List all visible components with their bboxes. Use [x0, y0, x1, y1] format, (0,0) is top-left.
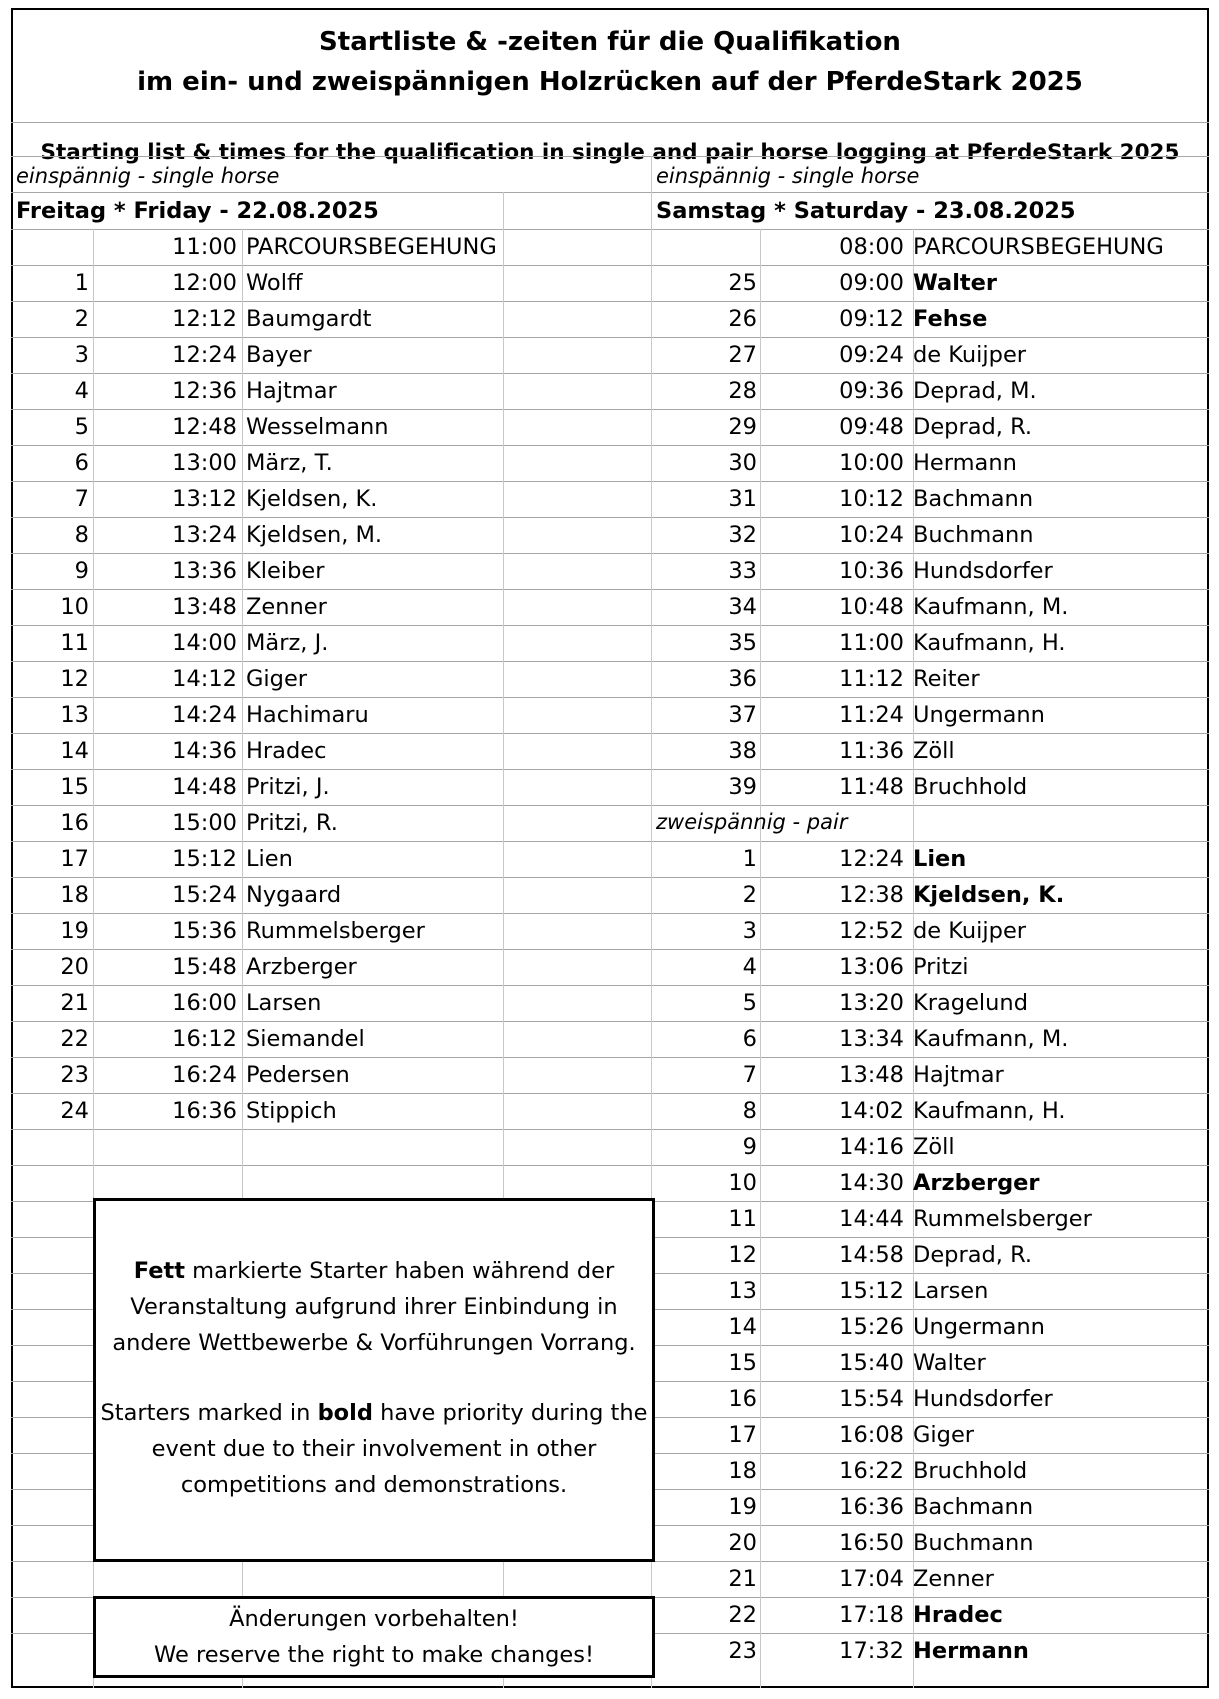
start-time: 12:48	[172, 414, 237, 440]
start-time: 15:48	[172, 954, 237, 980]
start-time: 12:24	[172, 342, 237, 368]
friday-walk-label: PARCOURSBEGEHUNG	[246, 234, 497, 260]
start-row	[0, 1093, 1219, 1129]
start-number: 23	[728, 1638, 757, 1664]
starter-name: Deprad, R.	[913, 1242, 1033, 1268]
start-number: 7	[74, 486, 89, 512]
start-number: 16	[60, 810, 89, 836]
starter-name: Siemandel	[246, 1026, 365, 1052]
starter-name: Ungermann	[913, 1314, 1045, 1340]
start-time: 16:36	[839, 1494, 904, 1520]
starter-name: Buchmann	[913, 1530, 1034, 1556]
start-number: 4	[74, 378, 89, 404]
starter-name: Lien	[246, 846, 293, 872]
start-number: 33	[728, 558, 757, 584]
start-number: 11	[60, 630, 89, 656]
start-time: 15:54	[839, 1386, 904, 1412]
starter-name: Pedersen	[246, 1062, 350, 1088]
start-time: 15:26	[839, 1314, 904, 1340]
start-number: 6	[742, 1026, 757, 1052]
start-row	[0, 769, 1219, 805]
start-time: 09:00	[839, 270, 904, 296]
start-number: 26	[728, 306, 757, 332]
start-number: 21	[60, 990, 89, 1016]
start-time: 11:48	[839, 774, 904, 800]
starter-name: Zenner	[913, 1566, 994, 1592]
starter-name: Pritzi, J.	[246, 774, 330, 800]
starter-name: Bachmann	[913, 1494, 1034, 1520]
note-en-bold-word: bold	[317, 1400, 373, 1426]
starter-name: Hermann	[913, 450, 1017, 476]
start-time: 14:36	[172, 738, 237, 764]
start-number: 15	[60, 774, 89, 800]
starter-name: Hundsdorfer	[913, 1386, 1053, 1412]
start-row	[0, 409, 1219, 445]
grid-line	[11, 122, 1209, 123]
start-time: 09:24	[839, 342, 904, 368]
note-en-line-1-post: have priority during the	[372, 1400, 648, 1426]
start-number: 4	[742, 954, 757, 980]
start-time: 13:48	[839, 1062, 904, 1088]
start-number: 14	[728, 1314, 757, 1340]
note-en-line-1-pre: Starters marked in	[100, 1400, 318, 1426]
start-number: 9	[742, 1134, 757, 1160]
start-time: 10:48	[839, 594, 904, 620]
starter-name: Larsen	[913, 1278, 989, 1304]
start-number: 29	[728, 414, 757, 440]
starter-name: Buchmann	[913, 522, 1034, 548]
start-number: 5	[74, 414, 89, 440]
start-number: 16	[728, 1386, 757, 1412]
start-number: 5	[742, 990, 757, 1016]
note-de-line-3: andere Wettbewerbe & Vorführungen Vorrang.	[112, 1330, 636, 1356]
start-row	[0, 985, 1219, 1021]
start-number: 30	[728, 450, 757, 476]
start-number: 25	[728, 270, 757, 296]
start-row	[0, 625, 1219, 661]
starter-name: Hermann	[913, 1638, 1029, 1664]
start-time: 12:12	[172, 306, 237, 332]
friday-day-header: Freitag * Friday - 22.08.2025	[16, 198, 379, 224]
start-row	[0, 517, 1219, 553]
saturday-walk-label: PARCOURSBEGEHUNG	[913, 234, 1164, 260]
start-number: 38	[728, 738, 757, 764]
start-number: 1	[74, 270, 89, 296]
start-row	[0, 1165, 1219, 1201]
starter-name: Hajtmar	[913, 1062, 1004, 1088]
start-number: 37	[728, 702, 757, 728]
start-number: 3	[742, 918, 757, 944]
starter-name: Arzberger	[913, 1170, 1040, 1196]
saturday-section-label: einspännig - single horse	[656, 164, 920, 188]
title-english: Starting list & times for the qualification in single and pair horse logging at PferdeStark 2025	[40, 140, 1180, 165]
start-number: 19	[60, 918, 89, 944]
start-row	[0, 733, 1219, 769]
start-row	[0, 805, 1219, 841]
start-time: 11:36	[839, 738, 904, 764]
start-time: 16:22	[839, 1458, 904, 1484]
start-row	[0, 877, 1219, 913]
start-time: 14:24	[172, 702, 237, 728]
starter-name: Zöll	[913, 738, 955, 764]
start-number: 27	[728, 342, 757, 368]
starter-name: Kragelund	[913, 990, 1028, 1016]
start-number: 13	[728, 1278, 757, 1304]
starter-name: Nygaard	[246, 882, 342, 908]
starter-name: Bayer	[246, 342, 312, 368]
starter-name: Hajtmar	[246, 378, 337, 404]
starter-name: Kleiber	[246, 558, 325, 584]
starter-name: Hachimaru	[246, 702, 369, 728]
start-row	[0, 1561, 1219, 1597]
start-row	[0, 589, 1219, 625]
note-en-line-3: competitions and demonstrations.	[180, 1472, 568, 1498]
starter-name: Deprad, R.	[913, 414, 1033, 440]
starter-name: Kaufmann, M.	[913, 594, 1069, 620]
start-time: 12:36	[172, 378, 237, 404]
start-number: 8	[74, 522, 89, 548]
start-row	[0, 1057, 1219, 1093]
start-row	[0, 661, 1219, 697]
title-line-2: im ein- und zweispännigen Holzrücken auf der PferdeStark 2025	[137, 67, 1083, 97]
starter-name: Zenner	[246, 594, 327, 620]
start-number: 19	[728, 1494, 757, 1520]
start-time: 14:30	[839, 1170, 904, 1196]
start-row	[0, 949, 1219, 985]
start-time: 10:12	[839, 486, 904, 512]
start-row	[0, 373, 1219, 409]
saturday-walk-row	[0, 229, 1219, 265]
note-en-line-2: event due to their involvement in other	[151, 1436, 597, 1462]
friday-walk-time: 11:00	[172, 234, 237, 260]
start-time: 12:38	[839, 882, 904, 908]
starter-name: Wolff	[246, 270, 303, 296]
start-time: 11:00	[839, 630, 904, 656]
start-number: 21	[728, 1566, 757, 1592]
start-time: 11:24	[839, 702, 904, 728]
start-number: 8	[742, 1098, 757, 1124]
priority-note-box	[93, 1198, 655, 1562]
starter-name: Kaufmann, M.	[913, 1026, 1069, 1052]
starter-name: Deprad, M.	[913, 378, 1037, 404]
start-time: 13:00	[172, 450, 237, 476]
starter-name: Walter	[913, 270, 998, 296]
start-time: 09:12	[839, 306, 904, 332]
start-time: 13:12	[172, 486, 237, 512]
starter-name: Reiter	[913, 666, 980, 692]
starter-name: Arzberger	[246, 954, 357, 980]
starter-name: Kjeldsen, K.	[246, 486, 378, 512]
start-time: 12:00	[172, 270, 237, 296]
start-number: 18	[60, 882, 89, 908]
start-row	[0, 1021, 1219, 1057]
starter-name: Lien	[913, 846, 967, 872]
start-time: 13:24	[172, 522, 237, 548]
start-row	[0, 1129, 1219, 1165]
start-number: 34	[728, 594, 757, 620]
starter-name: Stippich	[246, 1098, 337, 1124]
start-time: 14:58	[839, 1242, 904, 1268]
note-de-line-1-text: markierte Starter haben während der	[185, 1258, 615, 1284]
start-time: 10:24	[839, 522, 904, 548]
start-number: 13	[60, 702, 89, 728]
start-row	[0, 265, 1219, 301]
starter-name: Ungermann	[913, 702, 1045, 728]
starter-name: Bruchhold	[913, 774, 1028, 800]
start-row	[0, 553, 1219, 589]
starter-name: Kaufmann, H.	[913, 630, 1066, 656]
starter-name: Hradec	[913, 1602, 1003, 1628]
start-time: 17:04	[839, 1566, 904, 1592]
start-time: 10:00	[839, 450, 904, 476]
start-row	[0, 481, 1219, 517]
start-time: 16:36	[172, 1098, 237, 1124]
starter-name: Hradec	[246, 738, 327, 764]
start-number: 10	[728, 1170, 757, 1196]
start-row	[0, 841, 1219, 877]
start-time: 14:00	[172, 630, 237, 656]
start-time: 09:36	[839, 378, 904, 404]
starter-name: de Kuijper	[913, 918, 1027, 944]
start-number: 36	[728, 666, 757, 692]
start-row	[0, 301, 1219, 337]
starter-name: März, J.	[246, 630, 329, 656]
start-row	[0, 697, 1219, 733]
start-number: 20	[60, 954, 89, 980]
start-number: 18	[728, 1458, 757, 1484]
start-number: 7	[742, 1062, 757, 1088]
start-time: 09:48	[839, 414, 904, 440]
page-title	[11, 22, 1209, 102]
start-time: 13:34	[839, 1026, 904, 1052]
start-time: 15:36	[172, 918, 237, 944]
starter-name: Fehse	[913, 306, 988, 332]
start-time: 13:06	[839, 954, 904, 980]
start-number: 24	[60, 1098, 89, 1124]
start-time: 14:12	[172, 666, 237, 692]
start-time: 16:08	[839, 1422, 904, 1448]
starter-name: Bruchhold	[913, 1458, 1028, 1484]
start-time: 15:24	[172, 882, 237, 908]
start-time: 10:36	[839, 558, 904, 584]
starter-name: de Kuijper	[913, 342, 1027, 368]
starter-name: Kjeldsen, M.	[246, 522, 383, 548]
starter-name: Rummelsberger	[246, 918, 425, 944]
starter-name: Kjeldsen, K.	[913, 882, 1065, 908]
start-number: 31	[728, 486, 757, 512]
start-time: 16:12	[172, 1026, 237, 1052]
starter-name: Larsen	[246, 990, 322, 1016]
saturday-day-header: Samstag * Saturday - 23.08.2025	[656, 198, 1076, 224]
starter-name: Pritzi, R.	[246, 810, 338, 836]
starter-name: Hundsdorfer	[913, 558, 1053, 584]
note-de-line-2: Veranstaltung aufgrund ihrer Einbindung in	[130, 1294, 618, 1320]
saturday-walk-time: 08:00	[839, 234, 904, 260]
start-number: 10	[60, 594, 89, 620]
start-number: 14	[60, 738, 89, 764]
start-time: 14:44	[839, 1206, 904, 1232]
start-time: 14:02	[839, 1098, 904, 1124]
start-time: 11:12	[839, 666, 904, 692]
starter-name: März, T.	[246, 450, 333, 476]
starter-name: Wesselmann	[246, 414, 389, 440]
start-number: 3	[74, 342, 89, 368]
start-time: 16:50	[839, 1530, 904, 1556]
start-number: 39	[728, 774, 757, 800]
start-time: 17:18	[839, 1602, 904, 1628]
start-time: 16:24	[172, 1062, 237, 1088]
starter-name: Kaufmann, H.	[913, 1098, 1066, 1124]
start-time: 15:40	[839, 1350, 904, 1376]
changes-en: We reserve the right to make changes!	[154, 1642, 594, 1668]
start-time: 13:36	[172, 558, 237, 584]
starter-name: Pritzi	[913, 954, 969, 980]
note-de-bold-word: Fett	[133, 1258, 185, 1284]
changes-note-box	[93, 1596, 655, 1678]
start-time: 17:32	[839, 1638, 904, 1664]
start-number: 17	[60, 846, 89, 872]
note-en-line-1	[96, 1395, 652, 1431]
start-number: 12	[60, 666, 89, 692]
start-time: 15:12	[839, 1278, 904, 1304]
start-number: 17	[728, 1422, 757, 1448]
friday-section-label: einspännig - single horse	[16, 164, 280, 188]
starter-name: Bachmann	[913, 486, 1034, 512]
starter-name: Walter	[913, 1350, 986, 1376]
starter-name: Zöll	[913, 1134, 955, 1160]
grid-line	[11, 156, 1209, 157]
title-line-1: Startliste & -zeiten für die Qualifikation	[319, 27, 901, 57]
start-number: 28	[728, 378, 757, 404]
start-time: 15:12	[172, 846, 237, 872]
start-time: 14:16	[839, 1134, 904, 1160]
start-number: 1	[742, 846, 757, 872]
start-time: 13:48	[172, 594, 237, 620]
start-number: 11	[728, 1206, 757, 1232]
changes-de: Änderungen vorbehalten!	[229, 1606, 519, 1632]
pair-section-label: zweispännig - pair	[656, 810, 848, 834]
start-number: 22	[728, 1602, 757, 1628]
start-number: 9	[74, 558, 89, 584]
start-number: 32	[728, 522, 757, 548]
start-number: 35	[728, 630, 757, 656]
start-row	[0, 337, 1219, 373]
start-number: 20	[728, 1530, 757, 1556]
start-number: 2	[74, 306, 89, 332]
start-number: 22	[60, 1026, 89, 1052]
starter-name: Baumgardt	[246, 306, 372, 332]
starter-name: Giger	[246, 666, 308, 692]
start-time: 12:24	[839, 846, 904, 872]
start-time: 16:00	[172, 990, 237, 1016]
start-row	[0, 445, 1219, 481]
start-time: 15:00	[172, 810, 237, 836]
start-number: 6	[74, 450, 89, 476]
start-time: 13:20	[839, 990, 904, 1016]
start-number: 12	[728, 1242, 757, 1268]
start-time: 12:52	[839, 918, 904, 944]
note-de-line-1	[96, 1253, 652, 1289]
start-row	[0, 913, 1219, 949]
start-number: 15	[728, 1350, 757, 1376]
start-time: 14:48	[172, 774, 237, 800]
start-number: 2	[742, 882, 757, 908]
starter-name: Rummelsberger	[913, 1206, 1092, 1232]
start-number: 23	[60, 1062, 89, 1088]
starter-name: Giger	[913, 1422, 975, 1448]
